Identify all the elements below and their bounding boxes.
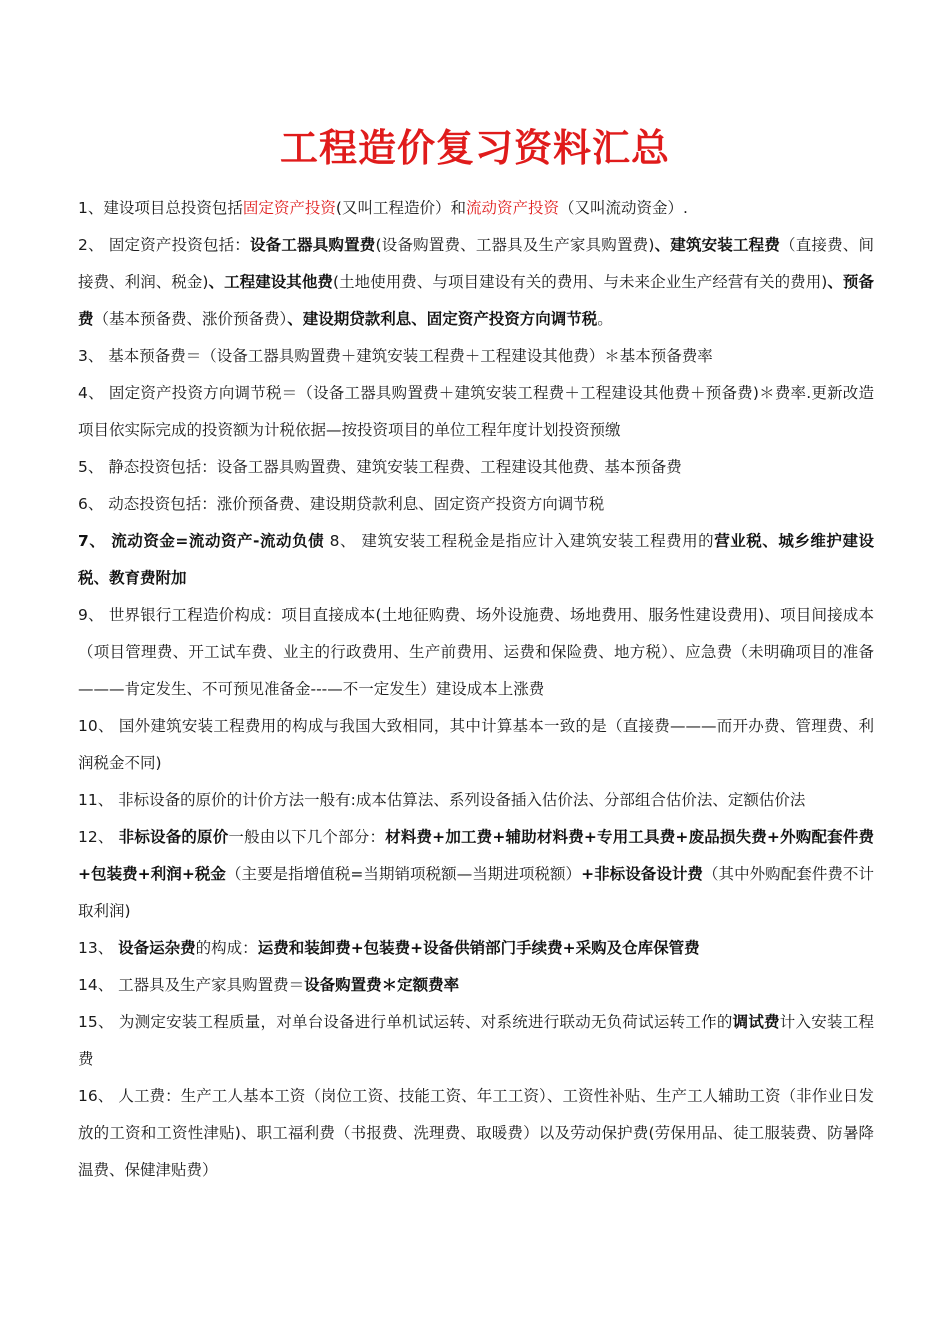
paragraph-text: 9、 世界银行工程造价构成：项目直接成本(土地征购费、场外设施费、场地费用、服务性建设费用)、项目间接成本（项目管理费、开工试车费、业主的行政费用、生产前费用、运费和保险费、地方税）、应急费（未明确项目的准备———肯定发生、不可预见准备金---—不一定发生）建设成本上涨费 bbox=[78, 606, 874, 698]
paragraph-p10 bbox=[78, 708, 874, 782]
paragraph-text: 10、 国外建筑安装工程费用的构成与我国大致相同，其中计算基本一致的是（直接费———而开办费、管理费、利润税金不同) bbox=[78, 717, 874, 772]
bold-term: +非标设备设计费 bbox=[581, 865, 703, 883]
bold-term: 设备工器具购置费 bbox=[250, 236, 376, 254]
bold-term: 营业税、城乡维护建设税、教育费附加 bbox=[78, 532, 874, 587]
paragraph-text: 15、 为测定安装工程质量，对单台设备进行单机试运转、对系统进行联动无负荷试运转工作的 bbox=[78, 1013, 733, 1031]
paragraph-text: （其中外购配套件费不计取利润) bbox=[78, 865, 874, 920]
bold-term: 、工程建设其他费 bbox=[208, 273, 333, 291]
paragraph-p11 bbox=[78, 782, 874, 819]
document-title: 工程造价复习资料汇总 bbox=[279, 126, 670, 170]
paragraph-text: （基本预备费、涨价预备费） bbox=[93, 310, 288, 328]
highlight-term: 固定资产投资 bbox=[242, 199, 336, 217]
paragraph-text: 12、 bbox=[78, 828, 119, 846]
bold-term: 、预备费 bbox=[78, 273, 874, 328]
paragraph-text: 6、 动态投资包括：涨价预备费、建设期贷款利息、固定资产投资方向调节税 bbox=[78, 495, 605, 513]
paragraph-p16 bbox=[78, 1078, 874, 1189]
paragraph-text: 1、建设项目总投资包括 bbox=[78, 199, 243, 217]
paragraph-p9 bbox=[78, 597, 874, 708]
paragraph-text: (设备购置费、工器具及生产家具购置费) bbox=[375, 236, 655, 254]
paragraph-text: 14、 工器具及生产家具购置费＝ bbox=[78, 976, 305, 994]
paragraph-p15 bbox=[78, 1004, 874, 1078]
paragraph-text: (土地使用费、与项目建设有关的费用、与未来企业生产经营有关的费用) bbox=[332, 273, 828, 291]
paragraph-text: 5、 静态投资包括：设备工器具购置费、建筑安装工程费、工程建设其他费、基本预备费 bbox=[78, 458, 682, 476]
bold-term: 、建筑安装工程费 bbox=[654, 236, 781, 254]
paragraph-text: 一般由以下几个部分： bbox=[228, 828, 386, 846]
paragraph-text: 8、 建筑安装工程税金是指应计入建筑安装工程费用的 bbox=[324, 532, 715, 550]
bold-term: 7、 流动资金=流动资产-流动负债 bbox=[78, 532, 325, 550]
bold-term: 运费和装卸费+包装费+设备供销部门手续费+采购及仓库保管费 bbox=[257, 939, 700, 957]
paragraph-text: 11、 非标设备的原价的计价方法一般有:成本估算法、系列设备插入估价法、分部组合估价法、定额估价法 bbox=[78, 791, 806, 809]
bold-term: 调试费 bbox=[732, 1013, 780, 1031]
paragraph-text: 3、 基本预备费＝（设备工器具购置费＋建筑安装工程费＋工程建设其他费）＊基本预备费率 bbox=[78, 347, 713, 365]
paragraph-p5 bbox=[78, 449, 874, 486]
paragraph-p6 bbox=[78, 486, 874, 523]
paragraph-p1 bbox=[78, 190, 874, 227]
paragraph-text: 的构成： bbox=[195, 939, 258, 957]
document-body bbox=[78, 190, 874, 1189]
paragraph-text: 2、 固定资产投资包括： bbox=[78, 236, 250, 254]
paragraph-p2 bbox=[78, 227, 874, 338]
paragraph-p13 bbox=[78, 930, 874, 967]
paragraph-text: （主要是指增值税=当期销项税额—当期进项税额） bbox=[225, 865, 582, 883]
paragraph-text: 4、 固定资产投资方向调节税＝（设备工器具购置费＋建筑安装工程费＋工程建设其他费＋预备费)＊费率.更新改造项目依实际完成的投资额为计税依据—按投资项目的单位工程年度计划投资预缴 bbox=[78, 384, 874, 439]
paragraph-p14 bbox=[78, 967, 874, 1004]
paragraph-text: 16、 人工费：生产工人基本工资（岗位工资、技能工资、年工工资）、工资性补贴、生产工人辅助工资（非作业日发放的工资和工资性津贴)、职工福利费（书报费、洗理费、取暖费）以及劳动保护费(劳保用品、徒工服装费、防暑降温费、保健津贴费） bbox=[78, 1087, 874, 1179]
paragraph-text: （又叫流动资金）. bbox=[558, 199, 688, 217]
bold-term: 材料费+加工费+辅助材料费+专用工具费+废品损失费+外购配套件费+包装费+利润+税金 bbox=[78, 828, 874, 883]
bold-term: 非标设备的原价 bbox=[118, 828, 229, 846]
paragraph-p7 bbox=[78, 523, 874, 597]
paragraph-text: 13、 bbox=[78, 939, 119, 957]
bold-term: 、建设期贷款利息、固定资产投资方向调节税 bbox=[287, 310, 598, 328]
paragraph-p4 bbox=[78, 375, 874, 449]
paragraph-text: (又叫工程造价）和 bbox=[335, 199, 466, 217]
paragraph-p12 bbox=[78, 819, 874, 930]
paragraph-p3 bbox=[78, 338, 874, 375]
paragraph-text: （直接费、间接费、利润、税金) bbox=[78, 236, 874, 291]
bold-term: 设备运杂费 bbox=[118, 939, 196, 957]
paragraph-text: 。 bbox=[597, 310, 613, 328]
paragraph-text: 计入安装工程费 bbox=[78, 1013, 874, 1068]
bold-term: 设备购置费＊定额费率 bbox=[304, 976, 460, 994]
highlight-term: 流动资产投资 bbox=[465, 199, 559, 217]
